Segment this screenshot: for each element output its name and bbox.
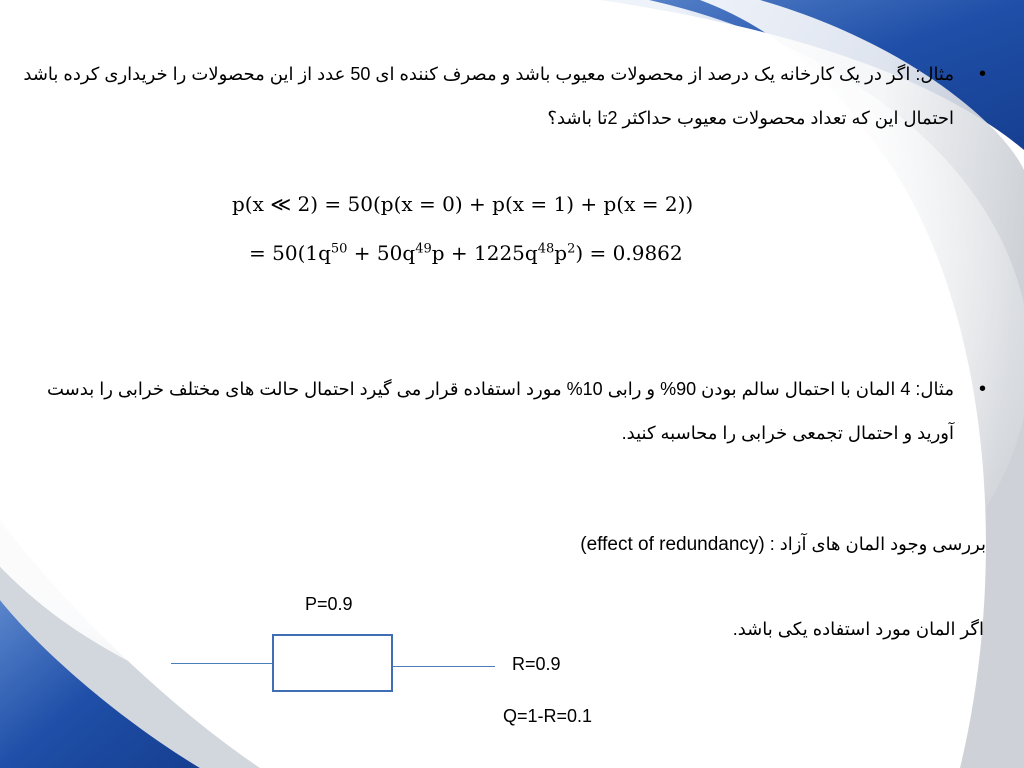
redundancy-heading [426, 524, 986, 565]
equation-part: p [554, 241, 568, 265]
equation-part: = 50(1q [249, 241, 331, 265]
equation-part: ) = 0.9862 [575, 241, 683, 265]
equation-line-2 [249, 241, 683, 265]
bullet-icon: • [978, 378, 986, 400]
redundancy-heading-en: (effect of redundancy) [580, 534, 765, 555]
example-2-paragraph [19, 367, 986, 455]
p-label: P=0.9 [305, 594, 353, 614]
equation-part: p + 1225q [431, 241, 538, 265]
exponent: 49 [415, 241, 432, 257]
output-wire [393, 666, 495, 667]
example-2-text: مثال: 4 المان با احتمال سالم بودن 90% و رابی 10% مورد استفاده قرار می گیرد احتمال حالت های مختلف خرابی را بدست آورید و احتمال تجمعی خرابی را محاسبه کنید. [47, 379, 954, 443]
bullet-icon: • [978, 63, 986, 85]
exponent: 48 [537, 241, 555, 257]
equation-part: + 50q [347, 241, 416, 265]
single-element-text: اگر المان مورد استفاده یکی باشد. [732, 619, 984, 639]
r-label: R=0.9 [512, 654, 561, 674]
element-block [272, 634, 393, 692]
input-wire [171, 663, 273, 664]
q-label: Q=1-R=0.1 [503, 706, 593, 726]
example-1-text: مثال: اگر در یک کارخانه یک درصد از محصولات معیوب باشد و مصرف کننده ای 50 عدد از این محصولات را خریداری کرده باشد احتمال این که تعداد محصولات معیوب حداکثر 2تا باشد؟ [23, 64, 954, 128]
example-1-paragraph [19, 52, 986, 140]
equation-line-1: p(x ≪ 2) = 50(p(x = 0) + p(x = 1) + p(x = 2)) [232, 192, 694, 216]
exponent: 50 [330, 241, 348, 257]
exponent: 2 [567, 241, 576, 257]
redundancy-heading-fa: بررسی وجود المان های آزاد : [764, 534, 986, 554]
